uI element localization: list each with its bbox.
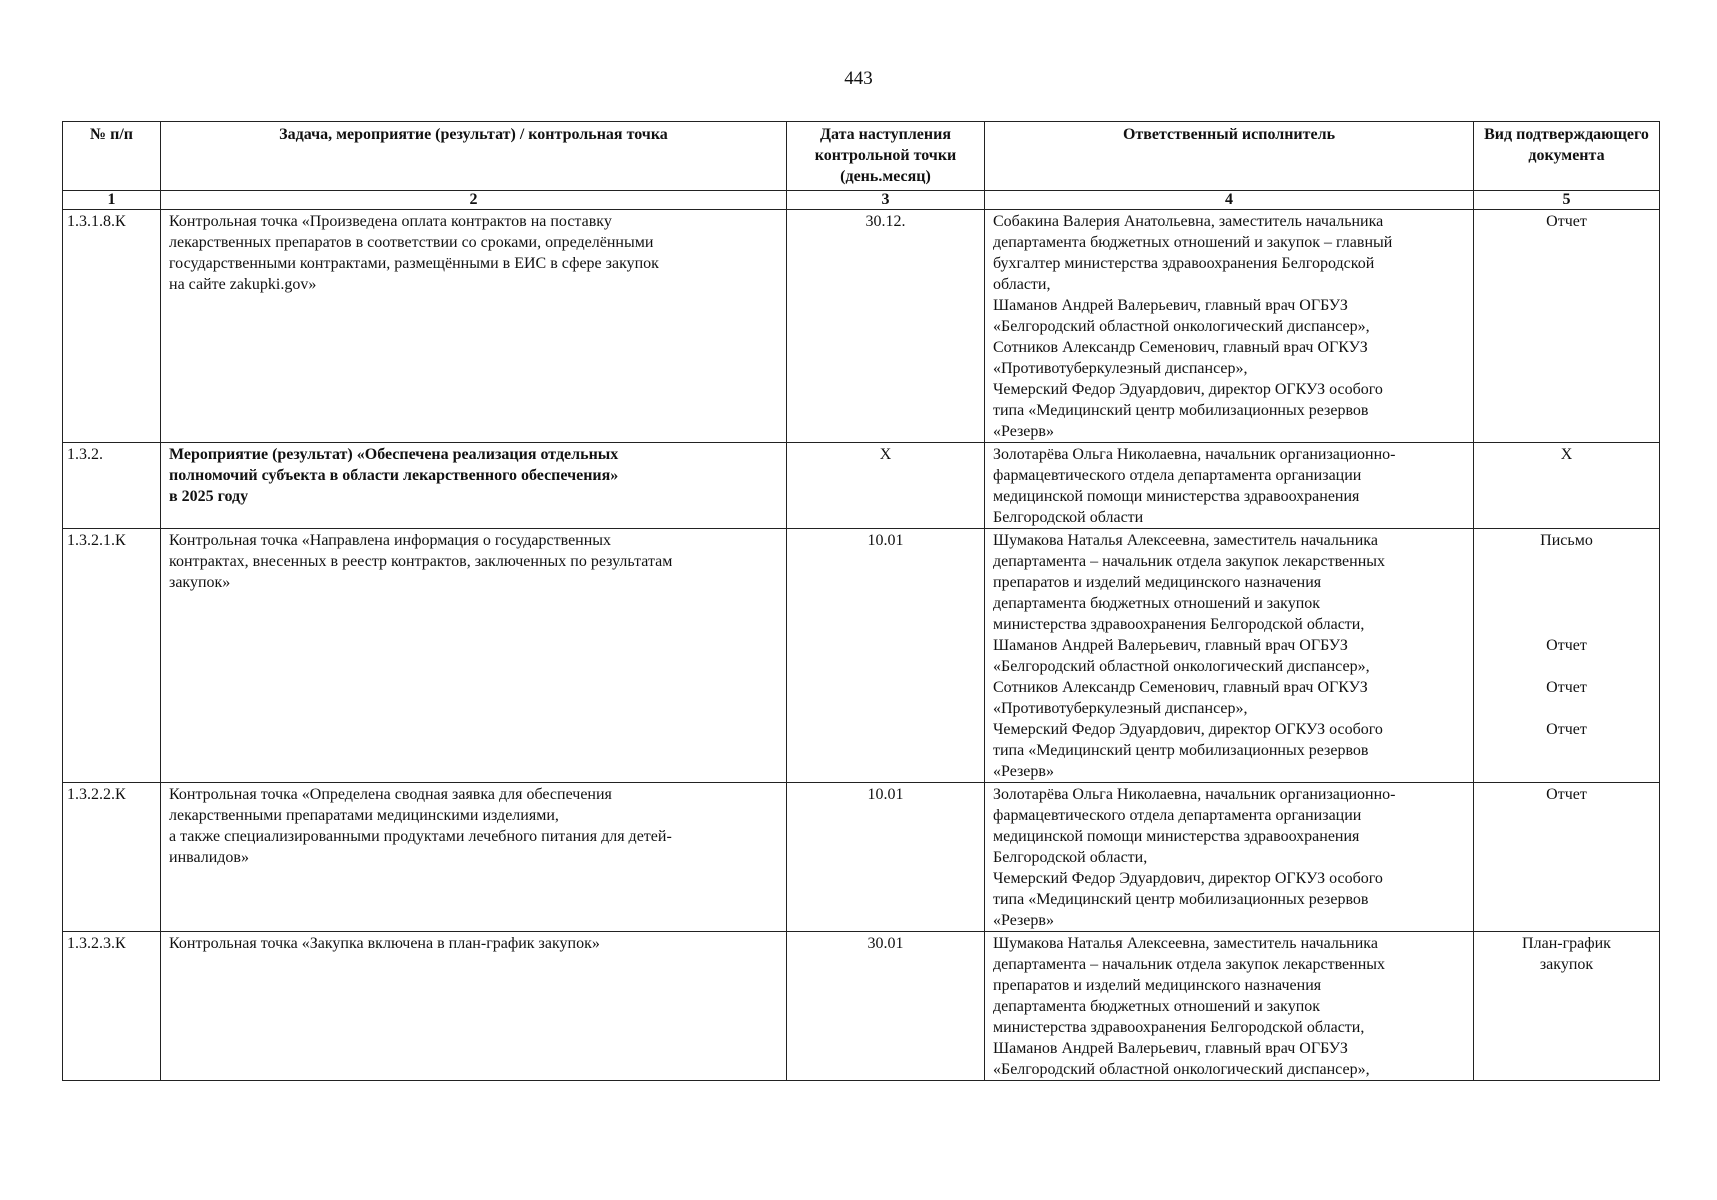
row-date: 30.12.	[787, 210, 985, 443]
table-header-row	[63, 122, 1660, 191]
row-executor: Золотарёва Ольга Николаевна, начальник организационно- фармацевтического отдела департамента организации медицинской помощи министерства здравоохранения Белгородской области	[985, 443, 1474, 529]
column-number: 3	[787, 191, 985, 210]
row-document: Отчет	[1546, 679, 1587, 696]
table-row	[63, 443, 1660, 529]
row-number: 1.3.2.1.К	[63, 529, 161, 783]
column-number: 1	[63, 191, 161, 210]
row-number: 1.3.2.3.К	[63, 932, 161, 1081]
row-task: Контрольная точка «Направлена информация о государственных контрактах, внесенных в реестр контрактов, заключенных по результатам закупок»	[161, 529, 787, 783]
row-document: Отчет	[1474, 210, 1660, 443]
row-task: Контрольная точка «Закупка включена в план-график закупок»	[161, 932, 787, 1081]
row-document: Отчет	[1546, 721, 1587, 738]
header-document: Вид подтверждающего документа	[1474, 122, 1660, 191]
column-number: 5	[1474, 191, 1660, 210]
row-date: 10.01	[787, 783, 985, 932]
table-row	[63, 783, 1660, 932]
row-document: Х	[1474, 443, 1660, 529]
column-number: 4	[985, 191, 1474, 210]
row-executor: Шумакова Наталья Алексеевна, заместитель начальника департамента – начальник отдела закупок лекарственных препаратов и изделий медицинского назначения департамента бюджетных отношений и закупок министерства здравоохранения Белгородской области, Шаманов Андрей Валерьевич, главный врач ОГБУЗ «Белгородский областной онкологический диспансер»,	[985, 932, 1474, 1081]
column-number: 2	[161, 191, 787, 210]
row-number: 1.3.1.8.К	[63, 210, 161, 443]
column-number-row	[63, 191, 1660, 210]
page-number: 443	[844, 68, 873, 89]
row-number: 1.3.2.2.К	[63, 783, 161, 932]
table-row	[63, 210, 1660, 443]
row-task: Контрольная точка «Произведена оплата контрактов на поставку лекарственных препаратов в соответствии со сроками, определёнными государственными контрактами, размещёнными в ЕИС в сфере закупок на сайте zakupki.gov»	[161, 210, 787, 443]
row-date: Х	[787, 443, 985, 529]
row-document: Письмо	[1540, 532, 1593, 549]
row-executor: Собакина Валерия Анатольевна, заместитель начальника департамента бюджетных отношений и закупок – главный бухгалтер министерства здравоохранения Белгородской области, Шаманов Андрей Валерьевич, главный врач ОГБУЗ «Белгородский областной онкологический диспансер», Сотников Александр Семенович, главный врач ОГКУЗ «Противотуберкулезный диспансер», Чемерский Федор Эдуардович, директор ОГКУЗ особого типа «Медицинский центр мобилизационных резервов «Резерв»	[985, 210, 1474, 443]
row-document: Отчет	[1546, 637, 1587, 654]
table-row	[63, 529, 1660, 783]
header-task: Задача, мероприятие (результат) / контрольная точка	[161, 122, 787, 191]
header-number: № п/п	[63, 122, 161, 191]
row-date: 30.01	[787, 932, 985, 1081]
row-document: Отчет	[1474, 783, 1660, 932]
control-points-table	[62, 121, 1660, 1081]
row-number: 1.3.2.	[63, 443, 161, 529]
row-executor: Золотарёва Ольга Николаевна, начальник организационно- фармацевтического отдела департамента организации медицинской помощи министерства здравоохранения Белгородской области, Чемерский Федор Эдуардович, директор ОГКУЗ особого типа «Медицинский центр мобилизационных резервов «Резерв»	[985, 783, 1474, 932]
row-executor: Шумакова Наталья Алексеевна, заместитель начальника департамента – начальник отдела закупок лекарственных препаратов и изделий медицинского назначения департамента бюджетных отношений и закупок министерства здравоохранения Белгородской области, Шаманов Андрей Валерьевич, главный врач ОГБУЗ «Белгородский областной онкологический диспансер», Сотников Александр Семенович, главный врач ОГКУЗ «Противотуберкулезный диспансер», Чемерский Федор Эдуардович, директор ОГКУЗ особого типа «Медицинский центр мобилизационных резервов «Резерв»	[985, 529, 1474, 783]
row-documents	[1474, 529, 1660, 783]
row-task: Мероприятие (результат) «Обеспечена реализация отдельных полномочий субъекта в области лекарственного обеспечения» в 2025 году	[161, 443, 787, 529]
header-executor: Ответственный исполнитель	[985, 122, 1474, 191]
header-date: Дата наступления контрольной точки (день.месяц)	[787, 122, 985, 191]
row-document: План-график закупок	[1474, 932, 1660, 1081]
row-task: Контрольная точка «Определена сводная заявка для обеспечения лекарственными препаратами медицинскими изделиями, а также специализированными продуктами лечебного питания для детей- инвалидов»	[161, 783, 787, 932]
row-date: 10.01	[787, 529, 985, 783]
table-row	[63, 932, 1660, 1081]
